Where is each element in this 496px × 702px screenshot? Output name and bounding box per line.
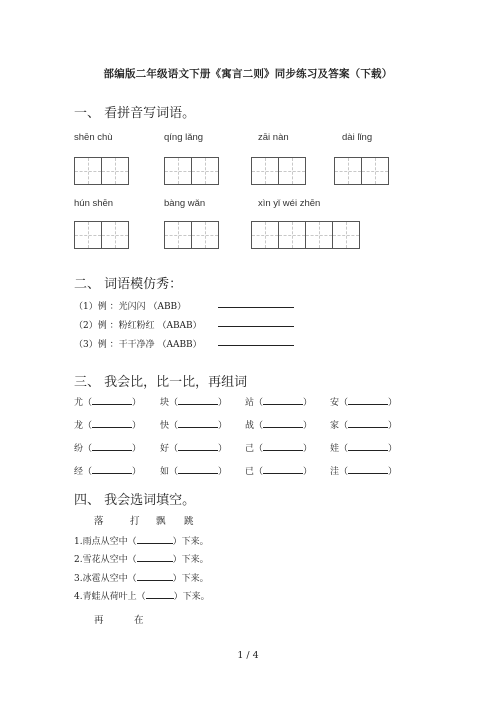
word-group-item[interactable]: 好（ ）	[160, 444, 228, 454]
word-group-item[interactable]: 娃（ ）	[330, 444, 398, 454]
page-title: 部编版二年级语文下册《寓言二则》同步练习及答案（下载）	[103, 68, 393, 80]
writing-grid[interactable]	[334, 157, 389, 185]
grid-cell[interactable]	[74, 221, 102, 249]
pinyin-label: shēn chù	[74, 132, 113, 143]
word-group-item[interactable]: 如（ ）	[160, 467, 228, 477]
grid-cell[interactable]	[251, 221, 279, 249]
word-group-item[interactable]: 快（ ）	[160, 421, 228, 431]
section4-heading: 四、 我会选词填空。	[74, 493, 196, 508]
imitation-item: （3）例 ：干干净净 （AABB）	[74, 340, 202, 350]
imitation-item: （1）例 ：光闪闪 （ABB）	[74, 302, 187, 312]
pinyin-label: zāi nàn	[258, 132, 289, 143]
grid-cell[interactable]	[164, 221, 192, 249]
word-group-item[interactable]: 战（ ）	[245, 421, 313, 431]
fill-blank-item[interactable]: 4.青蛙从荷叶上（ ）下来。	[74, 592, 210, 602]
imitation-item: （2）例 ：粉红粉红 （ABAB）	[74, 321, 202, 331]
grid-cell[interactable]	[278, 157, 306, 185]
grid-cell[interactable]	[191, 221, 219, 249]
word-choice: 跳	[184, 516, 194, 527]
writing-grid[interactable]	[74, 221, 129, 249]
grid-cell[interactable]	[101, 221, 129, 249]
grid-cell[interactable]	[332, 221, 360, 249]
writing-grid[interactable]	[74, 157, 129, 185]
word-group-item[interactable]: 己（ ）	[245, 444, 313, 454]
word-group-item[interactable]: 站（ ）	[245, 398, 313, 408]
word-choice: 打	[130, 516, 140, 527]
fill-blank-item[interactable]: 1.雨点从空中（ ）下来。	[74, 537, 209, 547]
word-group-item[interactable]: 龙（ ）	[74, 421, 142, 431]
answer-blank[interactable]	[218, 345, 294, 346]
grid-cell[interactable]	[74, 157, 102, 185]
word-group-item[interactable]: 已（ ）	[245, 467, 313, 477]
word-group-item[interactable]: 安（ ）	[330, 398, 398, 408]
word-choice: 落	[94, 516, 104, 527]
pinyin-label: hún shēn	[74, 198, 114, 209]
answer-blank[interactable]	[218, 326, 294, 327]
writing-grid[interactable]	[164, 157, 219, 185]
fill-blank-item[interactable]: 2.雪花从空中（ ）下来。	[74, 555, 209, 565]
grid-cell[interactable]	[334, 157, 362, 185]
grid-cell[interactable]	[164, 157, 192, 185]
word-group-item[interactable]: 尤（ ）	[74, 398, 142, 408]
word-group-item[interactable]: 纷（ ）	[74, 444, 142, 454]
word-group-item[interactable]: 经（ ）	[74, 467, 142, 477]
pinyin-label: dài lǐng	[342, 132, 373, 143]
section1-heading: 一、 看拼音写词语。	[74, 106, 196, 121]
grid-cell[interactable]	[361, 157, 389, 185]
page-number: 1 / 4	[237, 650, 259, 661]
writing-grid[interactable]	[251, 221, 360, 249]
pinyin-label: xìn yǐ wéi zhēn	[258, 198, 321, 209]
word-group-item[interactable]: 块（ ）	[160, 398, 228, 408]
grid-cell[interactable]	[278, 221, 306, 249]
pinyin-label: qíng lǎng	[164, 132, 204, 143]
grid-cell[interactable]	[101, 157, 129, 185]
grid-cell[interactable]	[251, 157, 279, 185]
grid-cell[interactable]	[191, 157, 219, 185]
section2-heading: 二、 词语模仿秀：	[74, 277, 183, 292]
writing-grid[interactable]	[164, 221, 219, 249]
word-choice: 在	[134, 615, 144, 626]
word-group-item[interactable]: 家（ ）	[330, 421, 398, 431]
section3-heading: 三、 我会比，比一比，再组词	[74, 375, 248, 390]
writing-grid[interactable]	[251, 157, 306, 185]
word-group-item[interactable]: 洼（ ）	[330, 467, 398, 477]
word-choice: 再	[94, 615, 104, 626]
word-choice: 飘	[156, 516, 166, 527]
pinyin-label: bàng wǎn	[164, 198, 206, 209]
fill-blank-item[interactable]: 3.冰雹从空中（ ）下来。	[74, 574, 209, 584]
answer-blank[interactable]	[218, 307, 294, 308]
grid-cell[interactable]	[305, 221, 333, 249]
